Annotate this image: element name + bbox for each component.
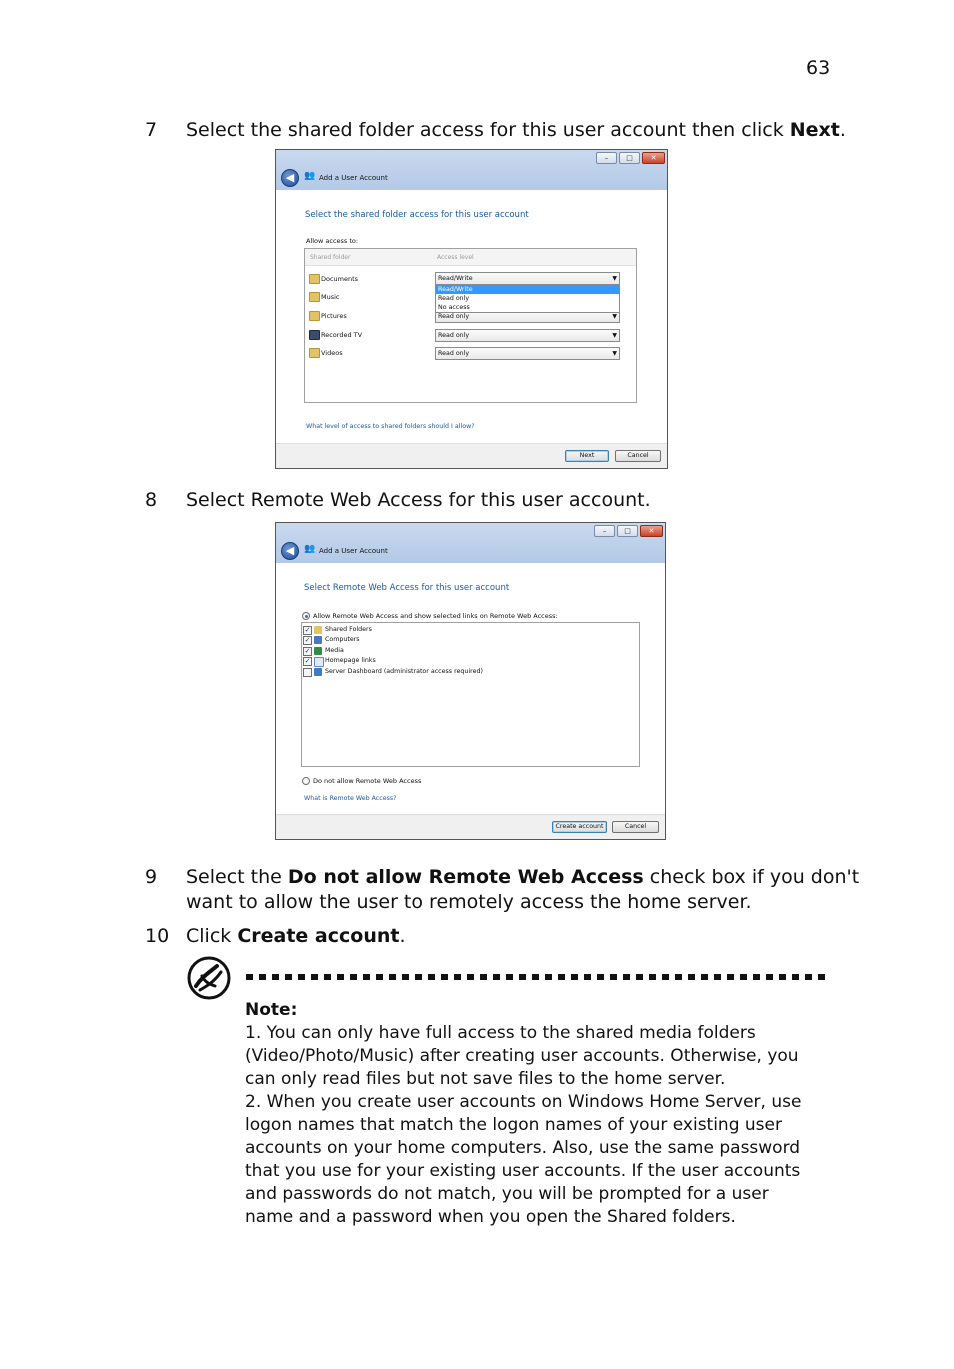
step-text: Select Remote Web Access for this user account. [186, 489, 651, 511]
checkbox-checked[interactable]: ✓ [304, 636, 311, 644]
note-body [245, 1022, 825, 1229]
remote-links-list [301, 622, 640, 767]
chevron-down-icon: ▼ [612, 275, 617, 282]
step-number: 10 [145, 925, 170, 947]
access-help-link[interactable]: What level of access to shared folders should I allow? [306, 423, 475, 430]
minimize-button[interactable]: – [594, 525, 615, 537]
add-user-dialog-remote-web-access [275, 522, 666, 840]
item-label: Server Dashboard (administrator access required) [325, 668, 483, 675]
checkbox-checked[interactable]: ✓ [304, 647, 311, 655]
note-line: that you use for your existing user accounts. If the user accounts [245, 1161, 801, 1181]
window-title: Add a User Account [319, 174, 388, 182]
window-controls [594, 525, 663, 537]
selected-value: Read only [438, 332, 470, 339]
folder-icon [309, 311, 320, 321]
media-icon [314, 647, 322, 655]
maximize-button[interactable]: □ [619, 152, 640, 164]
folder-name: Videos [321, 349, 343, 357]
list-item-server-dashboard[interactable] [303, 667, 633, 677]
maximize-button[interactable]: □ [617, 525, 638, 537]
remote-access-help-link[interactable]: What is Remote Web Access? [304, 795, 397, 802]
folder-icon [314, 626, 322, 634]
folder-icon [309, 348, 320, 358]
note-title: Note: [245, 1000, 298, 1020]
step-text: Select the Do not allow Remote Web Access check box if you don't [186, 866, 860, 888]
folder-icon [309, 274, 320, 284]
folder-name: Music [321, 293, 340, 301]
item-label: Homepage links [325, 657, 376, 664]
checkbox-unchecked[interactable] [303, 668, 312, 677]
folder-name: Recorded TV [321, 331, 363, 339]
step-8 [145, 488, 845, 514]
note-divider [246, 974, 830, 980]
note-line: (Video/Photo/Music) after creating user accounts. Otherwise, you [245, 1046, 799, 1066]
window-controls [596, 152, 665, 164]
dropdown-option[interactable]: Read only [438, 295, 470, 302]
column-shared-folder: Shared folder [310, 254, 351, 261]
dropdown-option[interactable]: No access [438, 304, 470, 311]
checkbox-checked[interactable]: ✓ [304, 657, 311, 665]
shared-folder-grid [304, 248, 637, 403]
note-line: can only read files but not save files to the home server. [245, 1069, 726, 1089]
list-item-computers[interactable] [303, 635, 633, 645]
cancel-button[interactable]: Cancel [615, 450, 661, 462]
list-item-media[interactable] [303, 646, 633, 656]
step-9 [145, 865, 860, 917]
user-account-icon: 👥 [304, 544, 316, 554]
back-arrow-icon[interactable]: ◀ [281, 542, 299, 560]
note-icon [187, 956, 231, 1000]
access-level-select-recorded-tv[interactable] [435, 329, 620, 342]
access-level-dropdown-open [435, 284, 620, 313]
step-7 [145, 118, 845, 144]
allow-access-label: Allow access to: [306, 237, 359, 245]
step-number: 7 [145, 119, 158, 141]
step-text-line2: want to allow the user to remotely access the home server. [186, 891, 752, 913]
user-account-icon: 👥 [304, 171, 316, 181]
deny-remote-access-radio[interactable] [302, 777, 310, 785]
title-bar [276, 150, 667, 190]
step-text: Click Create account. [186, 925, 406, 947]
note-line: 2. When you create user accounts on Windows Home Server, use [245, 1092, 802, 1112]
create-account-button[interactable]: Create account [552, 821, 607, 833]
window-title: Add a User Account [319, 547, 388, 555]
close-button[interactable]: ✕ [642, 152, 665, 164]
selected-value: Read only [438, 350, 470, 357]
note-line: 1. You can only have full access to the shared media folders [245, 1023, 756, 1043]
item-label: Shared Folders [325, 626, 372, 633]
link-icon [314, 657, 324, 667]
back-arrow-icon[interactable]: ◀ [281, 169, 299, 187]
dialog-footer [276, 443, 667, 468]
note-line: logon names that match the logon names of your existing user [245, 1115, 782, 1135]
allow-remote-access-label: Allow Remote Web Access and show selected links on Remote Web Access: [313, 612, 558, 620]
note-line: and passwords do not match, you will be prompted for a user [245, 1184, 769, 1204]
dashboard-icon [314, 668, 322, 676]
step-10 [145, 924, 845, 950]
grid-header [305, 249, 636, 266]
list-item-shared-folders[interactable] [303, 625, 633, 635]
step-number: 8 [145, 489, 158, 511]
allow-remote-access-radio[interactable] [302, 612, 310, 620]
checkbox-checked[interactable]: ✓ [304, 626, 311, 634]
dialog-heading: Select the shared folder access for this user account [305, 210, 529, 220]
note-line: name and a password when you open the Shared folders. [245, 1207, 736, 1227]
step-text: Select the shared folder access for this user account then click Next. [186, 119, 846, 141]
note-line: accounts on your home computers. Also, use the same password [245, 1138, 801, 1158]
folder-name: Documents [321, 275, 359, 283]
page-number: 63 [806, 57, 831, 79]
list-item-homepage-links[interactable] [303, 656, 633, 666]
title-bar [276, 523, 665, 563]
dialog-footer [276, 814, 665, 839]
cancel-button[interactable]: Cancel [612, 821, 659, 833]
computer-icon [314, 636, 322, 644]
chevron-down-icon: ▼ [612, 313, 617, 320]
access-level-select-videos[interactable] [435, 347, 620, 360]
selected-value: Read/Write [438, 275, 473, 282]
close-button[interactable]: ✕ [640, 525, 663, 537]
deny-remote-access-label: Do not allow Remote Web Access [313, 777, 422, 785]
folder-name: Pictures [321, 312, 347, 320]
chevron-down-icon: ▼ [612, 332, 617, 339]
add-user-dialog-shared-folders [275, 149, 668, 469]
item-label: Media [325, 647, 344, 654]
dialog-heading: Select Remote Web Access for this user account [304, 583, 510, 593]
item-label: Computers [325, 636, 360, 643]
tv-icon [309, 330, 320, 340]
selected-value: Read only [438, 313, 470, 320]
chevron-down-icon: ▼ [612, 350, 617, 357]
next-button[interactable]: Next [565, 450, 609, 462]
step-number: 9 [145, 866, 158, 888]
column-access-level: Access level [437, 254, 474, 261]
minimize-button[interactable]: – [596, 152, 617, 164]
folder-icon [309, 292, 320, 302]
dropdown-option[interactable]: Read/Write [436, 285, 619, 294]
